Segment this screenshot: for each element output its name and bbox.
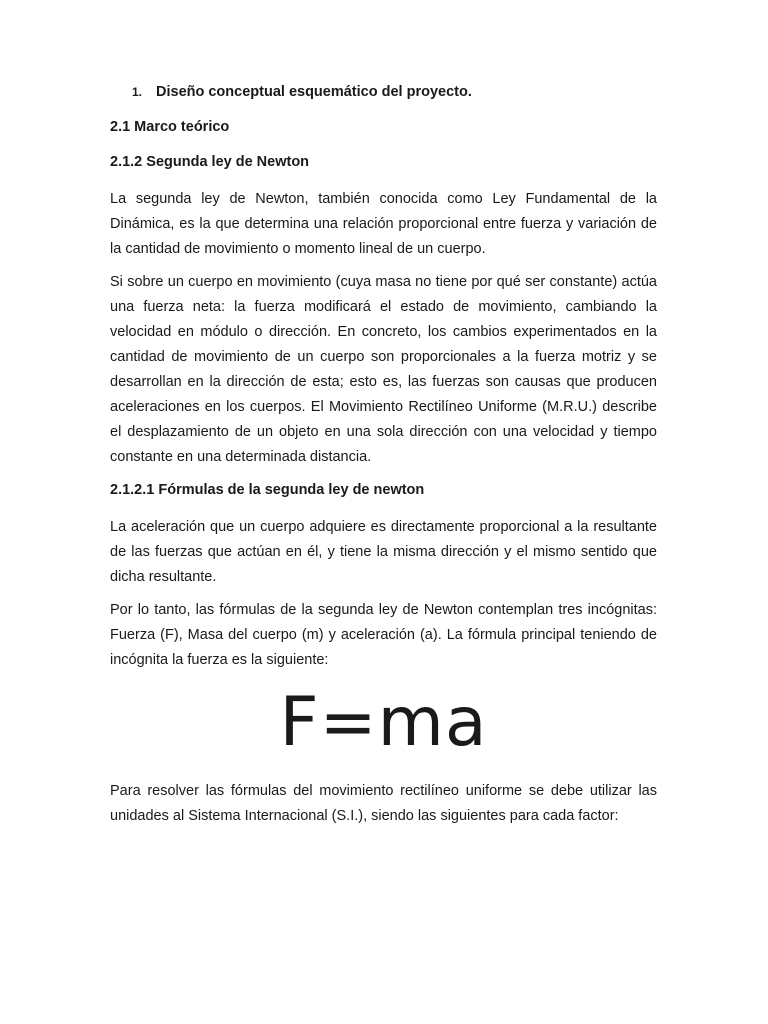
heading-marco-teorico: 2.1 Marco teórico	[110, 119, 230, 135]
paragraph-aceleracion: La aceleración que un cuerpo adquiere es directamente proporcional a la resultante de las fuerzas que actúan en él, y tiene la misma dirección y el mismo sentido que dicha resultante.	[110, 519, 657, 585]
list-heading-text: Diseño conceptual esquemático del proyecto.	[156, 84, 472, 100]
heading-formulas: 2.1.2.1 Fórmulas de la segunda ley de newton	[110, 482, 425, 498]
heading-segunda-ley: 2.1.2 Segunda ley de Newton	[110, 154, 310, 170]
paragraph-fuerza-neta: Si sobre un cuerpo en movimiento (cuya masa no tiene por qué ser constante) actúa una fuerza neta: la fuerza modificará el estado de movimiento, cambiando la velocidad en módulo o dirección. En concreto, los cambios experimentados en la cantidad de movimiento de un cuerpo son proporcionales a la fuerza motriz y se desarrollan en la dirección de esta; esto es, las fuerzas son causas que producen aceleraciones en los cuerpos. El Movimiento Rectilíneo Uniforme (M.R.U.) describe el desplazamiento de un objeto en una sola dirección con una velocidad y tiempo constante en una determinada distancia.	[110, 274, 657, 465]
list-number: 1.	[132, 85, 143, 99]
paragraph-definicion: La segunda ley de Newton, también conocida como Ley Fundamental de la Dinámica, es la que determina una relación proporcional entre fuerza y variación de la cantidad de movimiento o momento lineal de un cuerpo.	[110, 191, 657, 257]
document-body	[110, 84, 657, 837]
paragraph-incognitas: Por lo tanto, las fórmulas de la segunda ley de Newton contemplan tres incógnitas: Fuerza (F), Masa del cuerpo (m) y aceleración (a). La fórmula principal teniendo de incógnita la fuerza es la siguiente:	[110, 602, 657, 668]
formula-f-ma: F=ma	[279, 683, 488, 762]
paragraph-unidades: Para resolver las fórmulas del movimiento rectilíneo uniforme se debe utilizar las unidades al Sistema Internacional (S.I.), siendo las siguientes para cada factor:	[110, 783, 657, 824]
list-heading	[132, 84, 657, 100]
